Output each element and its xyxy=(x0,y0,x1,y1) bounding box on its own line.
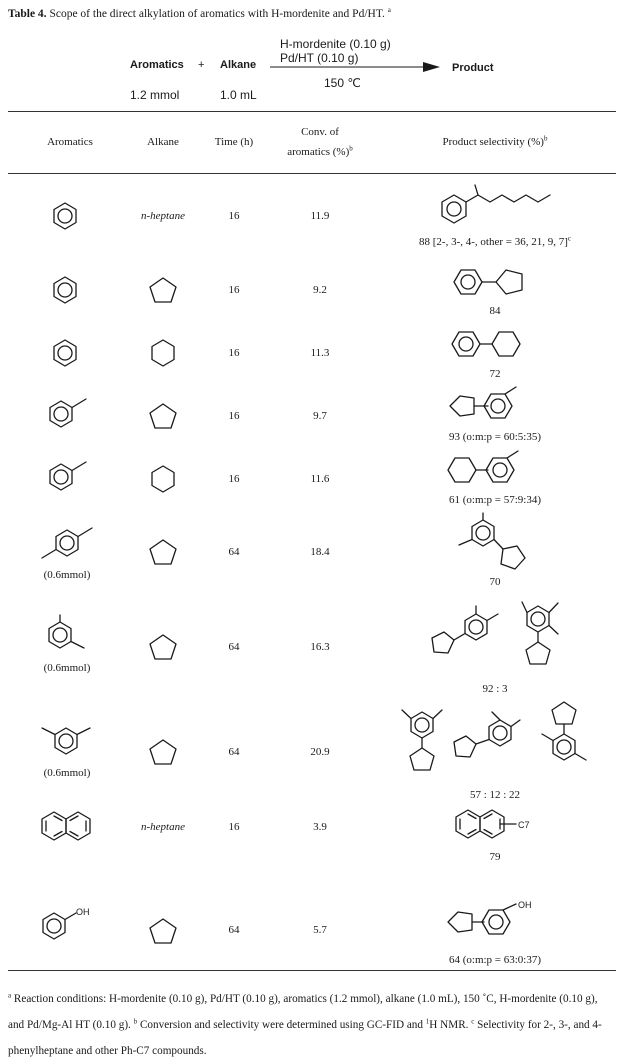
cyclopentyl-o-xylene-structures xyxy=(418,596,578,674)
cyclopentyl-m-xylene-structures xyxy=(396,698,596,782)
table-top-rule xyxy=(8,111,616,112)
svg-text:OH: OH xyxy=(518,900,532,910)
selectivity-value: 88 [2-, 3-, 4-, other = 36, 21, 9, 7]$^c$ xyxy=(419,234,571,248)
selectivity-value: 79 xyxy=(489,851,501,863)
selectivity-value: 70 xyxy=(489,576,501,588)
time-value: 16 xyxy=(228,410,240,422)
table-footnotes: $^a$ Reaction conditions: H-mordenite (0.10 g), Pd/HT (0.10 g), aromatics (1.2 mmol), alkane (1.0 mL), 150 ˚C, H-mordenite (0.10 g), and Pd/Mg-Al HT (0.10 g). $^b$ Conversion and selectivity were determined using GC-FID and $^1$H NMR. $^c$ Selectivity for 2-, 3-, and 4-phenylheptane and other Ph-C7 compounds. xyxy=(8,991,602,1057)
alkane-n-heptane: n-heptane xyxy=(141,821,185,833)
cyclopentane-structure xyxy=(148,276,178,304)
conversion-value: 18.4 xyxy=(310,546,330,558)
header-time: Time (h) xyxy=(214,136,254,148)
cyclopentylphenol-structure xyxy=(446,898,556,944)
time-value: 64 xyxy=(228,924,240,936)
cyclopentane-structure xyxy=(148,738,178,766)
naphthalene-structure xyxy=(38,808,100,844)
scheme-product: Product xyxy=(452,62,494,74)
table-caption: Table 4. Scope of the direct alkylation of aromatics with H-mordenite and Pd/HT. $^a$ xyxy=(8,6,391,20)
reaction-arrow xyxy=(268,60,448,74)
time-value: 16 xyxy=(228,210,240,222)
reaction-scheme xyxy=(0,0,624,110)
toluene-structure xyxy=(44,393,94,433)
cyclopentylbenzene-structure xyxy=(452,266,534,298)
selectivity-value: 61 (o:m:p = 57:9:34) xyxy=(448,494,542,506)
conversion-value: 11.9 xyxy=(310,210,330,222)
conversion-value: 20.9 xyxy=(310,746,330,758)
cyclohexylbenzene-structure xyxy=(450,327,536,361)
header-alkane: Alkane xyxy=(147,136,179,148)
scheme-aromatics: Aromatics xyxy=(130,59,184,71)
time-value: 16 xyxy=(228,473,240,485)
benzene-structure xyxy=(50,338,80,368)
time-value: 16 xyxy=(228,347,240,359)
time-value: 64 xyxy=(228,641,240,653)
cyclopentyl-p-xylene-structure xyxy=(455,516,535,574)
table-header-rule xyxy=(8,173,616,174)
p-xylene-structure xyxy=(40,520,102,566)
conversion-value: 9.7 xyxy=(313,410,327,422)
conversion-value: 5.7 xyxy=(313,924,327,936)
cyclohexane-structure xyxy=(148,338,178,368)
aromatic-amount: (0.6mmol) xyxy=(43,662,91,674)
selectivity-value: 57 : 12 : 22 xyxy=(469,789,521,801)
toluene-structure xyxy=(44,456,94,496)
time-value: 16 xyxy=(228,284,240,296)
cyclopentane-structure xyxy=(148,538,178,566)
selectivity-value: 64 (o:m:p = 63:0:37) xyxy=(448,954,542,966)
header-conv-line1: Conv. of xyxy=(301,126,339,138)
header-aromatics: Aromatics xyxy=(47,136,93,148)
conversion-value: 16.3 xyxy=(310,641,330,653)
scheme-alkane: Alkane xyxy=(220,59,257,71)
m-xylene-structure xyxy=(36,716,98,760)
alkane-n-heptane: n-heptane xyxy=(141,210,185,222)
time-value: 64 xyxy=(228,746,240,758)
scheme-temperature: 150 ℃ xyxy=(324,76,361,90)
selectivity-value: 93 (o:m:p = 60:5:35) xyxy=(448,431,542,443)
scheme-catalyst-1: H-mordenite (0.10 g) xyxy=(280,37,391,51)
benzene-structure xyxy=(50,201,80,231)
selectivity-value: 72 xyxy=(489,368,501,380)
conversion-value: 11.3 xyxy=(310,347,330,359)
conversion-value: 3.9 xyxy=(313,821,327,833)
cyclopentyltoluene-structure xyxy=(448,384,534,426)
selectivity-value: 84 xyxy=(489,305,501,317)
cyclopentane-structure xyxy=(148,917,178,945)
cyclohexane-structure xyxy=(148,464,178,494)
conversion-value: 9.2 xyxy=(313,284,327,296)
header-selectivity: Product selectivity (%)$^b$ xyxy=(442,134,548,148)
table-bottom-rule xyxy=(8,970,616,971)
heptylnaphthalene-structure xyxy=(452,806,542,846)
svg-text:OH: OH xyxy=(76,907,90,917)
time-value: 64 xyxy=(228,546,240,558)
time-value: 16 xyxy=(228,821,240,833)
scheme-catalyst-2: Pd/HT (0.10 g) xyxy=(280,51,359,65)
aromatic-amount: (0.6mmol) xyxy=(43,767,91,779)
conversion-value: 11.6 xyxy=(310,473,330,485)
phenol-structure xyxy=(38,905,98,945)
cyclohexyltoluene-structure xyxy=(446,448,536,490)
cyclopentane-structure xyxy=(148,402,178,430)
heptylbenzene-structure xyxy=(440,183,560,229)
scheme-alkane-amount: 1.0 mL xyxy=(220,88,257,102)
scheme-aromatics-amount: 1.2 mmol xyxy=(130,88,180,102)
o-xylene-structure xyxy=(40,614,96,658)
scheme-plus: + xyxy=(198,59,205,71)
selectivity-value: 92 : 3 xyxy=(482,683,508,695)
svg-text:C7: C7 xyxy=(518,820,530,830)
benzene-structure xyxy=(50,275,80,305)
cyclopentane-structure xyxy=(148,633,178,661)
header-conv-line2: aromatics (%)$^b$ xyxy=(287,144,353,158)
aromatic-amount: (0.6mmol) xyxy=(43,569,91,581)
